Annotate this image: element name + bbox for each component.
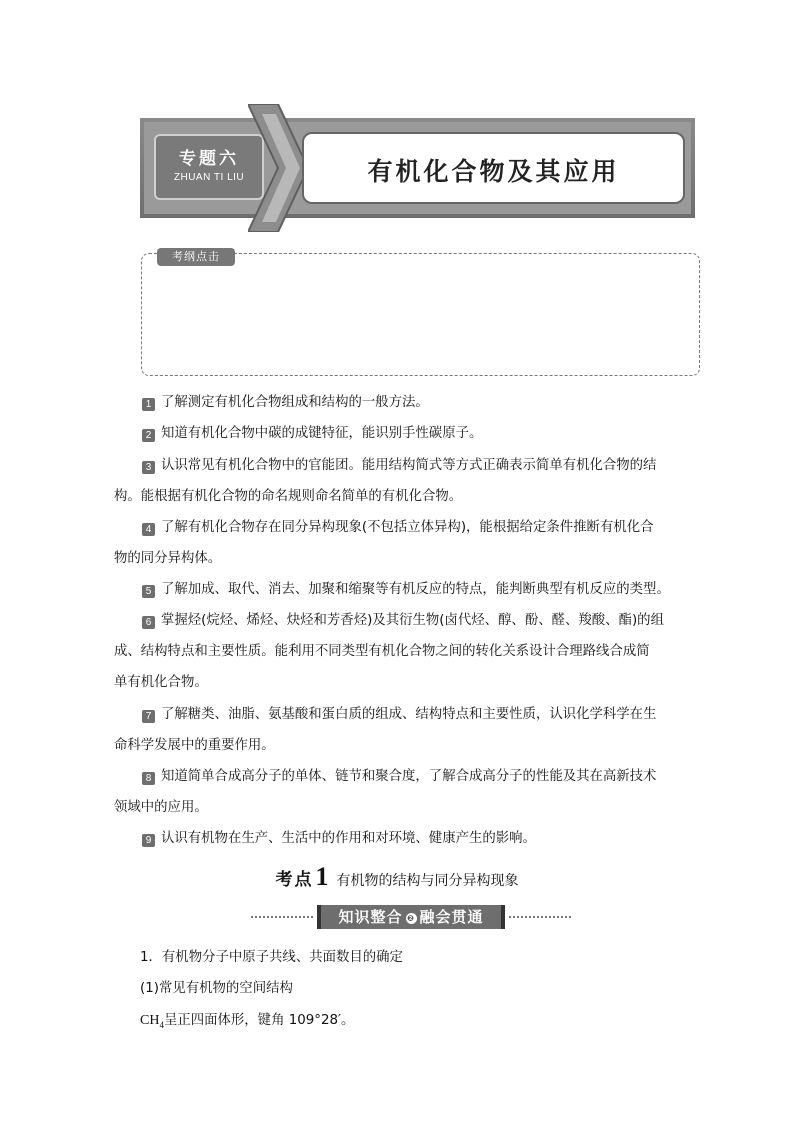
item-8 (114, 761, 684, 792)
kaodian-number: 1 (315, 862, 329, 891)
item-text: 了解加成、取代、消去、加聚和缩聚等有机反应的特点，能判断典型有机反应的类型。 (161, 582, 670, 597)
item-number-badge: 9 (142, 834, 155, 847)
item-text: 了解糖类、油脂、氨基酸和蛋白质的组成、结构特点和主要性质，认识化学科学在生 (161, 707, 657, 722)
item-text: 掌握烃(烷烃、烯烃、炔烃和芳香烃)及其衍生物(卤代烃、醇、酚、醛、羧酸、酯)的组 (161, 613, 664, 628)
kaogang-box (141, 253, 700, 376)
item-6-cont: 成、结构特点和主要性质。能利用不同类型有机化合物之间的转化关系设计合理路线合成简 (114, 644, 650, 659)
item-number-badge: 2 (142, 429, 155, 442)
section-right: 融会贯通 (419, 908, 484, 926)
body-line-1: 1．有机物分子中原子共线、共面数目的确定 (140, 950, 403, 965)
body-line-2: (1)常见有机物的空间结构 (140, 981, 293, 996)
chapter-title: 有机化合物及其应用 (367, 157, 620, 186)
item-5 (114, 574, 684, 605)
item-6-cont2: 单有机化合物。 (114, 675, 208, 690)
formula-sub: 4 (159, 1019, 164, 1030)
item-3 (114, 450, 684, 481)
section-box (317, 905, 505, 929)
section-dot-icon: ❷ (407, 914, 415, 923)
item-7-cont: 命科学发展中的重要作用。 (114, 738, 275, 753)
item-text: 了解有机化合物存在同分异构现象(不包括立体异构)，能根据给定条件推断有机化合 (161, 520, 654, 535)
item-number-badge: 4 (142, 523, 155, 536)
chevron-arrow-icon (248, 104, 308, 232)
item-2 (114, 418, 684, 449)
item-4 (114, 512, 684, 543)
item-text: 了解测定有机化合物组成和结构的一般方法。 (161, 395, 429, 410)
body-line-3-text: 呈正四面体形，键角 109°28′。 (163, 1013, 355, 1028)
kaogang-tab: 考纲点击 (157, 248, 235, 266)
item-4-cont: 物的同分异构体。 (114, 551, 222, 566)
chapter-tag-en: ZHUAN TI LIU (173, 172, 245, 183)
item-number-badge: 7 (142, 710, 155, 723)
item-text: 知道有机化合物中碳的成键特征，能识别手性碳原子。 (161, 426, 483, 441)
section-banner (251, 905, 571, 929)
divider-right (509, 916, 571, 918)
item-9 (114, 823, 684, 854)
chapter-tag-cn: 专题六 (179, 149, 239, 169)
kaodian-title: 有机物的结构与同分异构现象 (336, 873, 519, 889)
item-number-badge: 3 (142, 461, 155, 474)
divider-left (251, 916, 313, 918)
body-line-3 (140, 1009, 354, 1030)
item-text: 知道简单合成高分子的单体、链节和聚合度，了解合成高分子的性能及其在高新技术 (161, 769, 657, 784)
item-text: 认识有机物在生产、生活中的作用和对环境、健康产生的影响。 (161, 831, 536, 846)
item-1 (114, 387, 684, 418)
item-text: 认识常见有机化合物中的官能团。能用结构简式等方式正确表示简单有机化合物的结 (161, 458, 657, 473)
item-8-cont: 领域中的应用。 (114, 800, 208, 815)
item-6 (114, 605, 684, 636)
item-number-badge: 1 (142, 398, 155, 411)
section-left: 知识整合 (338, 908, 403, 926)
item-7 (114, 699, 684, 730)
formula-ch: CH (140, 1013, 160, 1028)
item-number-badge: 8 (142, 772, 155, 785)
chapter-banner (140, 104, 695, 232)
item-number-badge: 5 (142, 585, 155, 598)
item-3-cont: 构。能根据有机化合物的命名规则命名简单的有机化合物。 (114, 489, 463, 504)
chapter-title-box (302, 132, 685, 204)
kaodian-label: 考点 (275, 870, 314, 890)
kaodian-heading (0, 862, 794, 892)
item-number-badge: 6 (142, 616, 155, 629)
